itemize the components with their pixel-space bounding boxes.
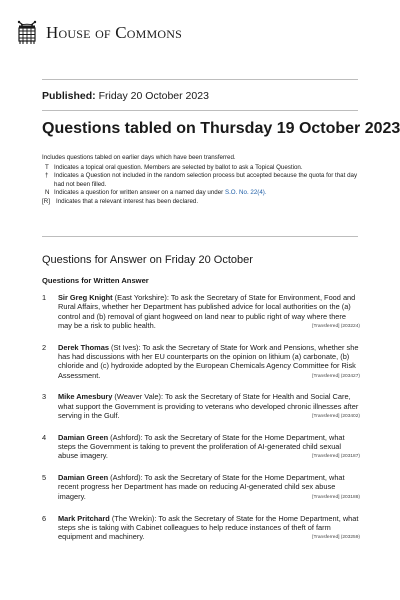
member-name: Damian Green [58,432,109,442]
note-text-before: Indicates a question for written answer on a named day under [54,189,225,197]
question-body [58,293,360,331]
section-subheading: Questions for Written Answer [42,276,149,285]
member-name: Mike Amesbury [58,392,113,402]
note-text: Indicates a topical oral question. Members are selected by ballot to ask a Topical Question. [54,163,303,171]
question-number: 1 [42,293,47,302]
member-constituency: (Ashford): [108,473,145,483]
published-line [42,90,209,102]
question-reference: [Transferred] (203427) [312,373,360,379]
top-divider [42,79,358,80]
question-item [42,343,360,381]
question-text: To ask the Secretary of State for Environment, Food and Rural Affairs, whether her Department has published advice for local authorities on the (a) control and (b) removal of giant hogweed on land near to public right of way where there may be a risk to public health. [58,293,356,330]
note-text [54,189,362,198]
page-title: Questions tabled on Thursday 19 October 2023 [42,120,400,137]
note-symbol: N [45,189,50,197]
question-text: To ask the Secretary of State for Work and Pensions, whether she has had discussions with her EU counterparts on the opinion on lithium (a) carbonate, (b) chloride and (c) hydroxide adopted by the European Chemicals Agency Committee for Risk Assessment. [58,342,359,380]
note-text: Indicates a Question not included in the random selection process but accepted because the quota for that day had not been filled. [54,172,358,188]
note-item [42,172,362,189]
question-body [58,514,360,543]
question-reference: [Transferred] (203259) [312,535,360,541]
notes-block [42,154,362,207]
portcullis-icon [16,20,38,46]
question-body [58,343,360,381]
published-label: Published: [42,90,96,102]
section-heading: Questions for Answer on Friday 20 October [42,254,253,266]
question-item [42,392,360,421]
member-constituency: (St Ives): [108,342,143,352]
question-number: 4 [42,432,47,442]
question-number: 2 [42,342,47,352]
notes-divider [42,236,358,237]
published-date: Friday 20 October 2023 [98,90,209,102]
question-body [58,392,360,421]
member-constituency: (East Yorkshire): [112,293,171,302]
member-name: Sir Greg Knight [58,293,113,302]
question-reference: [Transferred] (203188) [312,494,360,500]
question-item [42,514,360,543]
question-reference: [Transferred] (203402) [312,413,360,419]
note-symbol: † [45,172,49,180]
member-constituency: (Weaver Vale): [112,392,165,402]
member-constituency: (Ashford): [108,432,145,442]
note-item [42,164,362,173]
member-constituency: (The Wrekin): [109,513,159,523]
note-text: Indicates that a relevant interest has been declared. [56,197,199,205]
question-number: 5 [42,473,47,483]
house-of-commons-logo [16,20,182,46]
question-reference: [Transferred] (203224) [312,323,360,329]
member-name: Damian Green [58,473,109,483]
questions-list [42,293,360,554]
standing-order-link[interactable]: S.O. No. 22(4). [224,189,267,197]
question-body [58,473,360,502]
question-text: To ask the Secretary of State for the Home Department, what steps the Government is taking to prevent the proliferation of AI-generated child sexual abuse imagery. [58,432,345,461]
question-text: To ask the Secretary of State for the Home Department, what steps she is taking with Cabinet colleagues to help reduce instances of theft of farm equipment and machinery. [58,513,359,542]
notes-intro: Includes questions tabled on earlier days which have been transferred. [42,154,236,161]
note-symbol: [R] [42,197,50,205]
question-item [42,433,360,462]
question-item [42,473,360,502]
question-number: 6 [42,513,47,523]
note-symbol: T [45,163,49,171]
note-item [42,189,362,198]
logo-text: House of Commons [46,23,183,42]
question-item [42,293,360,331]
question-text: To ask the Secretary of State for the Home Department, what recent progress her Department has made on reducing AI-generated child sex abuse imagery. [58,473,345,501]
question-reference: [Transferred] (203187) [312,454,360,460]
published-divider [42,110,358,111]
member-name: Mark Pritchard [58,513,110,523]
question-body [58,433,360,462]
note-item [42,198,362,207]
member-name: Derek Thomas [58,342,109,352]
question-number: 3 [42,392,47,402]
question-text: To ask the Secretary of State for Health and Social Care, what support the Government is providing to veterans who developed chronic illnesses after serving in the Gulf. [58,392,359,420]
